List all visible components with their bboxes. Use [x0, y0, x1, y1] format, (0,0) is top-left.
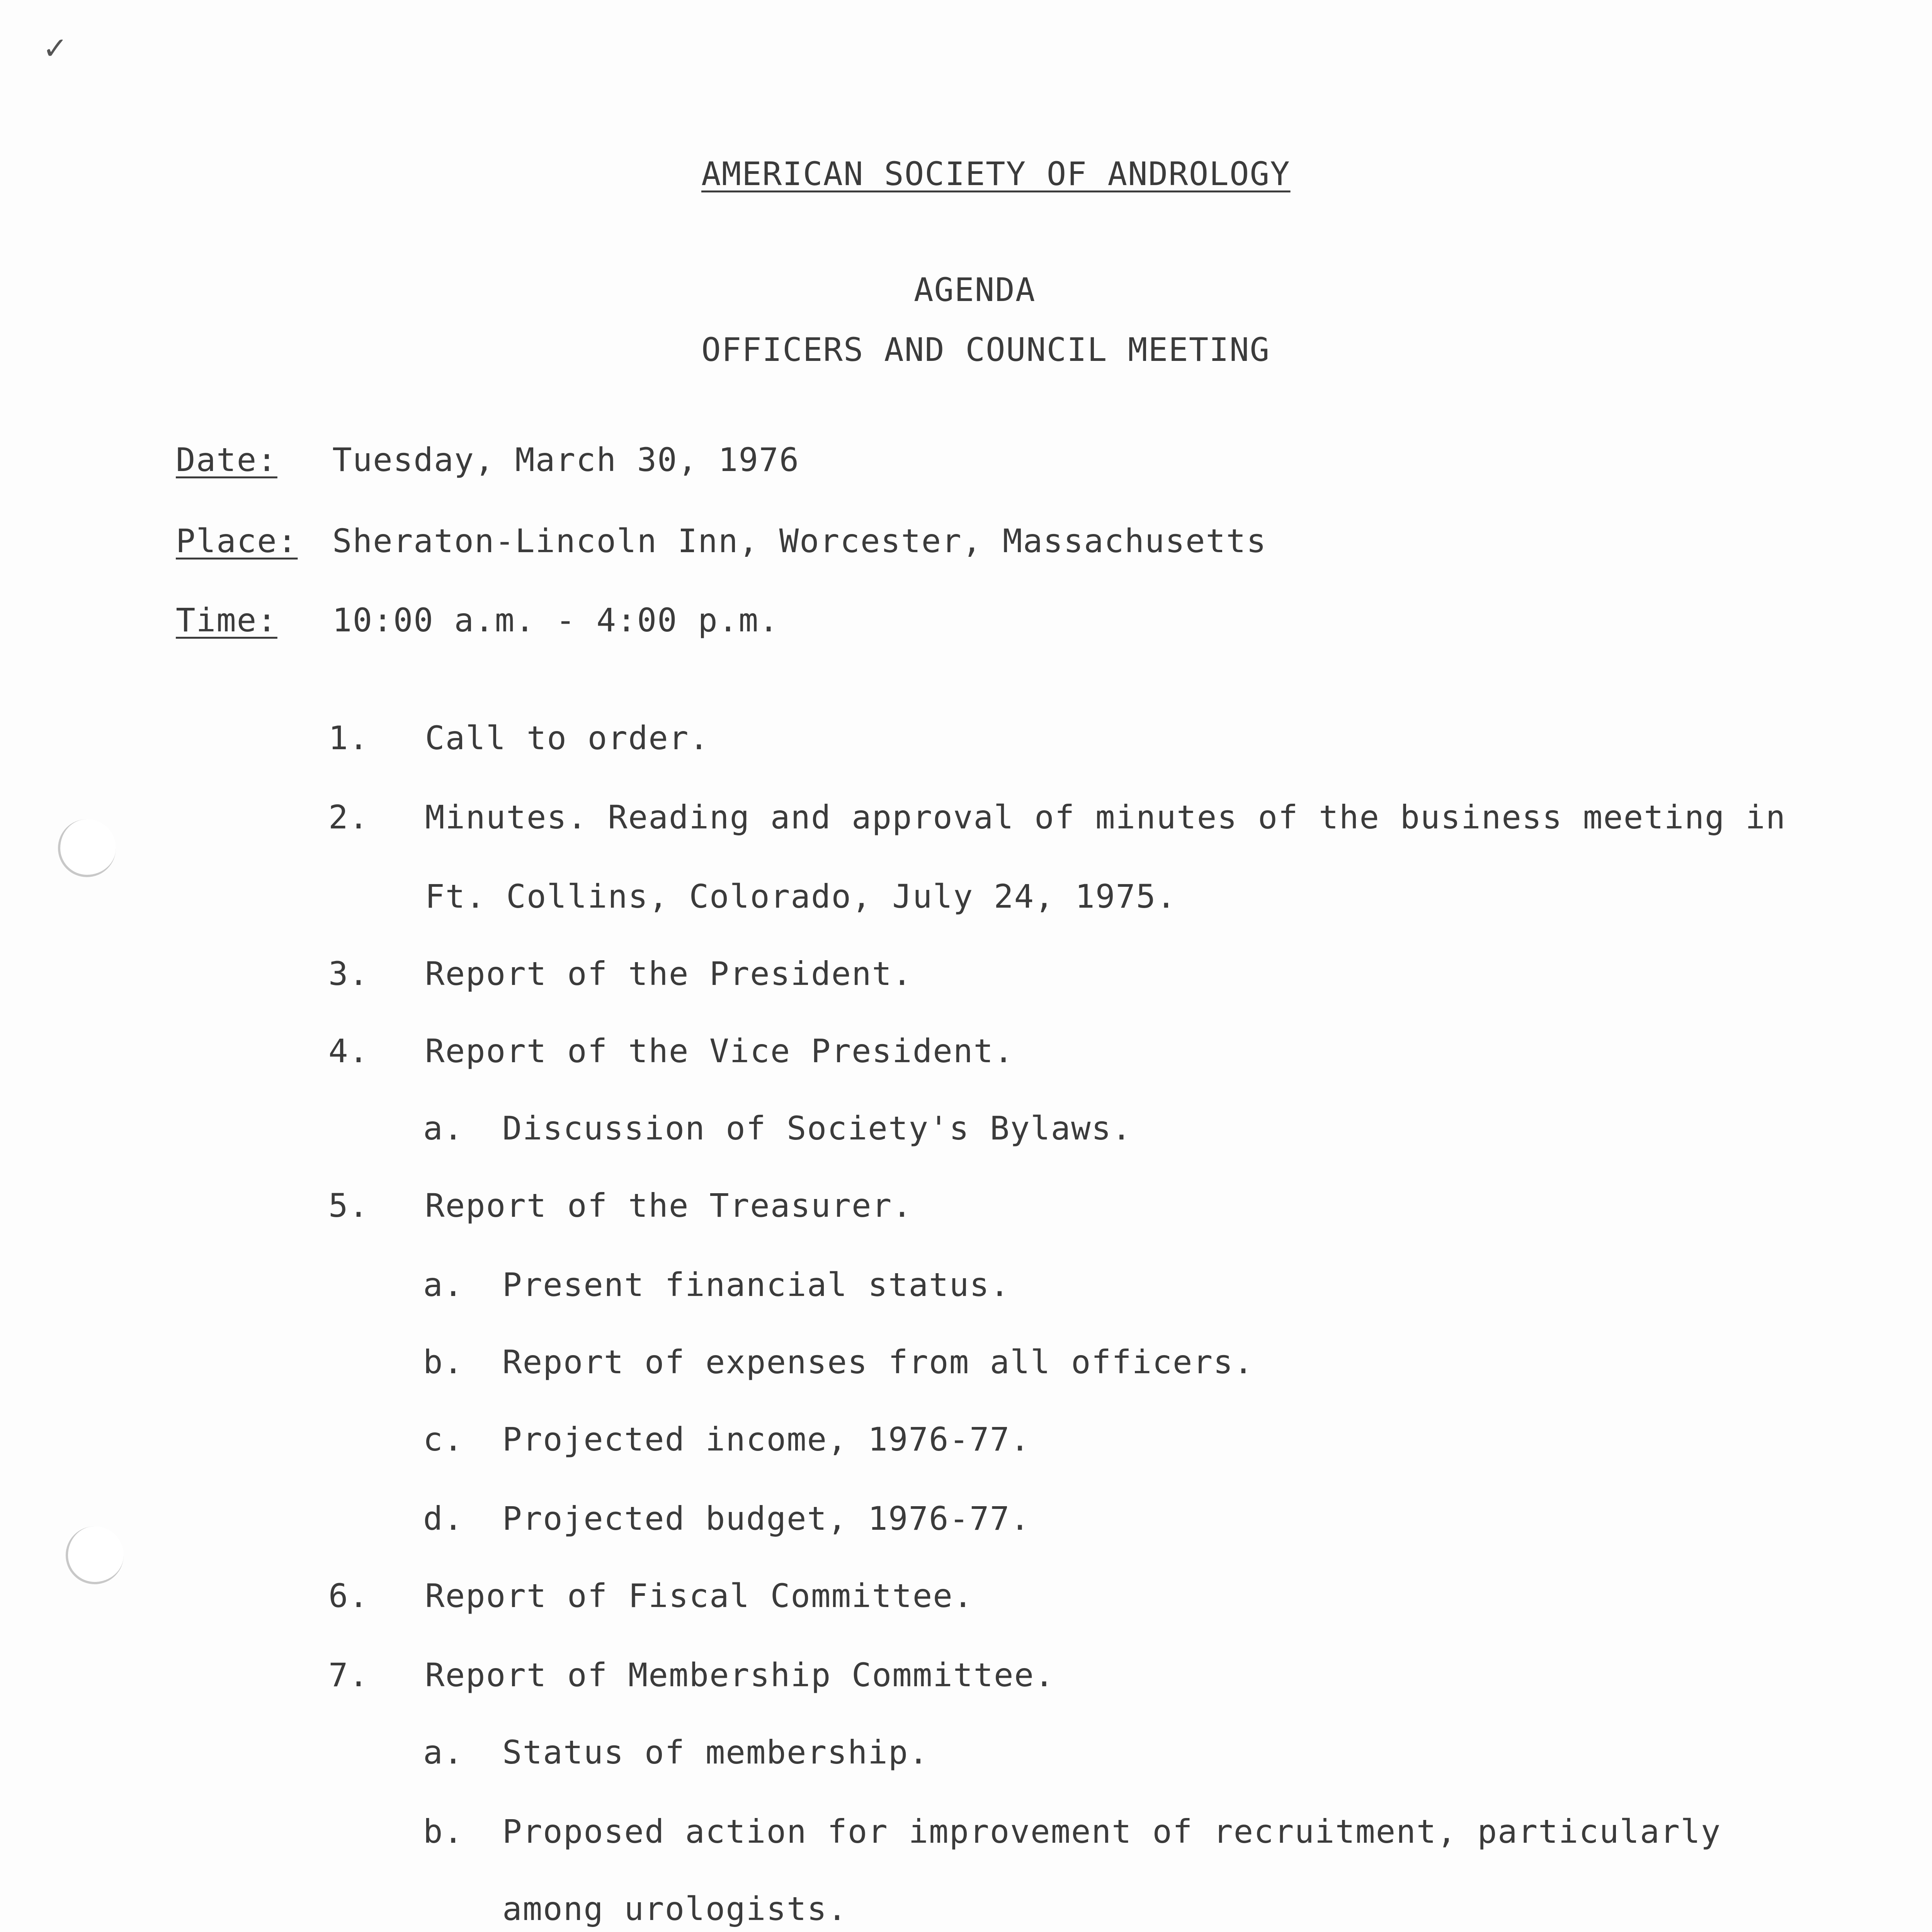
item-text: Report of the President.: [425, 955, 913, 993]
time-value: 10:00 a.m. - 4:00 p.m.: [332, 601, 779, 639]
date-label: Date:: [176, 441, 277, 479]
subitem-text-continued: among urologists.: [502, 1890, 848, 1928]
place-label: Place:: [176, 522, 298, 560]
subitem-letter: b.: [423, 1813, 464, 1850]
subitem-letter: a.: [423, 1266, 464, 1304]
item-text-continued: Ft. Collins, Colorado, July 24, 1975.: [425, 878, 1177, 915]
subitem-letter: d.: [423, 1500, 464, 1537]
date-value: Tuesday, March 30, 1976: [332, 441, 800, 479]
subitem-text: Projected budget, 1976-77.: [502, 1500, 1031, 1537]
item-number: 5.: [328, 1187, 369, 1225]
meeting-title: OFFICERS AND COUNCIL MEETING: [701, 331, 1270, 369]
subitem-text: Projected income, 1976-77.: [502, 1420, 1031, 1458]
item-text: Report of Membership Committee.: [425, 1656, 1055, 1694]
subitem-text: Proposed action for improvement of recruitment, particularly: [502, 1813, 1721, 1850]
item-text: Call to order.: [425, 719, 710, 757]
item-number: 1.: [328, 719, 369, 757]
item-text: Report of the Treasurer.: [425, 1187, 913, 1225]
place-value: Sheraton-Lincoln Inn, Worcester, Massachusetts: [332, 522, 1267, 560]
subitem-letter: a.: [423, 1109, 464, 1147]
item-text: Report of Fiscal Committee.: [425, 1577, 974, 1615]
corner-checkmark-icon: ✓: [44, 27, 66, 68]
item-text: Minutes. Reading and approval of minutes of the business meeting in: [425, 798, 1786, 836]
subitem-letter: c.: [423, 1420, 464, 1458]
item-number: 3.: [328, 955, 369, 993]
time-label: Time:: [176, 601, 277, 639]
item-number: 6.: [328, 1577, 369, 1615]
subitem-text: Discussion of Society's Bylaws.: [502, 1109, 1132, 1147]
item-number: 2.: [328, 798, 369, 836]
item-text: Report of the Vice President.: [425, 1032, 1014, 1070]
subitem-letter: b.: [423, 1343, 464, 1381]
punch-hole-top: [58, 819, 116, 877]
item-number: 4.: [328, 1032, 369, 1070]
subitem-text: Report of expenses from all officers.: [502, 1343, 1254, 1381]
organization-title: AMERICAN SOCIETY OF ANDROLOGY: [701, 155, 1291, 193]
subitem-text: Status of membership.: [502, 1733, 929, 1771]
punch-hole-bottom: [66, 1526, 124, 1584]
subitem-text: Present financial status.: [502, 1266, 1010, 1304]
item-number: 7.: [328, 1656, 369, 1694]
subitem-letter: a.: [423, 1733, 464, 1771]
doc-type: AGENDA: [914, 271, 1036, 309]
